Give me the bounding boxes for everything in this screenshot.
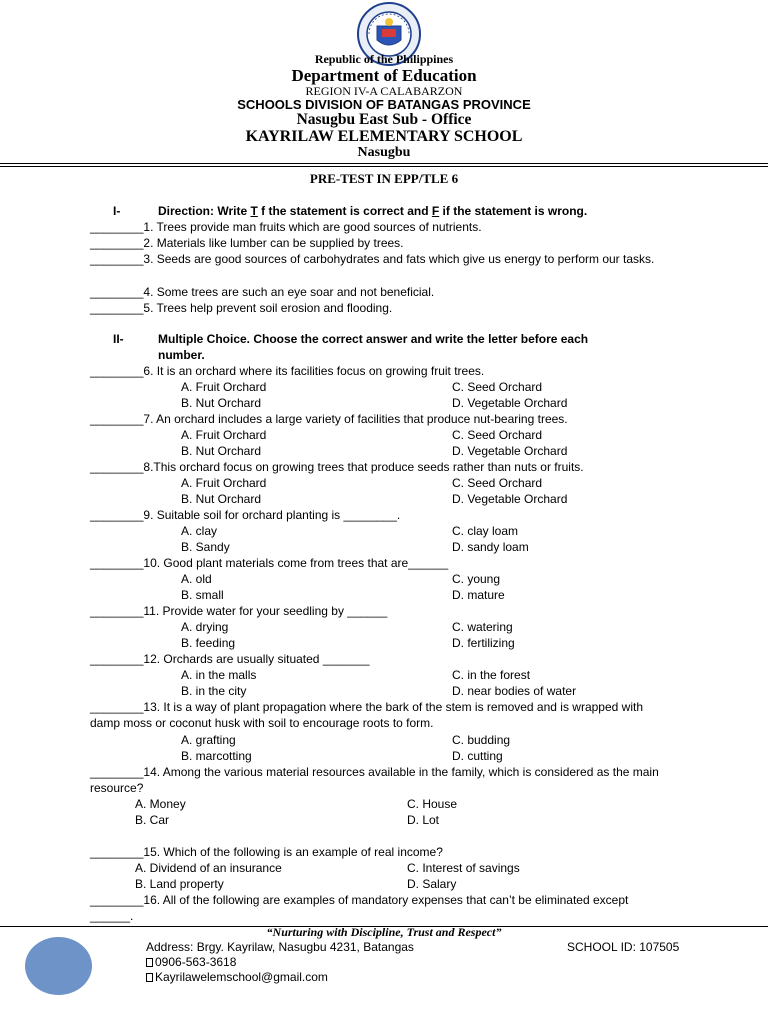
question-1: ________1. Trees provide man fruits which are good sources of nutrients. (90, 220, 482, 234)
choice-a: A. Fruit Orchard (181, 428, 267, 442)
choice-c: C. Seed Orchard (452, 476, 543, 490)
school-name: KAYRILAW ELEMENTARY SCHOOL (245, 128, 523, 145)
choice-a: A. clay (181, 524, 218, 538)
choice-c: C. Seed Orchard (452, 428, 543, 442)
choice-d: D. Vegetable Orchard (452, 444, 568, 458)
region-line: REGION IV-A CALABARZON (305, 84, 463, 98)
part1-direction-text: Direction: Write (158, 204, 251, 218)
phone-icon (146, 958, 153, 967)
question-8: ________8.This orchard focus on growing trees that produce seeds rather than nuts or fruits. (90, 460, 584, 474)
header-divider-thin (0, 166, 768, 167)
false-marker: F (431, 204, 440, 218)
question-6: ________6. It is an orchard where its facilities focus on growing fruit trees. (90, 364, 485, 378)
part1-direction (158, 203, 587, 219)
part1-number: I- (113, 204, 121, 218)
choice-b: B. in the city (181, 684, 247, 698)
choice-d: D. Salary (407, 877, 457, 891)
choice-d: D. Vegetable Orchard (452, 492, 568, 506)
choice-d: D. Vegetable Orchard (452, 396, 568, 410)
choice-c: C. young (452, 572, 501, 586)
choice-d: D. cutting (452, 749, 503, 763)
choice-b: B. Nut Orchard (181, 396, 262, 410)
choice-a: A. drying (181, 620, 229, 634)
header-divider (0, 163, 768, 164)
choice-a: A. Fruit Orchard (181, 476, 267, 490)
part1-direction-text: f the statement is correct and (257, 204, 432, 218)
choice-c: C. watering (452, 620, 513, 634)
choice-c: C. Interest of savings (407, 861, 520, 875)
choice-c: C. budding (452, 733, 511, 747)
school-motto: “Nurturing with Discipline, Trust and Respect” (266, 925, 502, 939)
question-4: ________4. Some trees are such an eye soar and not beneficial. (90, 285, 435, 299)
choice-a: A. grafting (181, 733, 236, 747)
choice-b: B. small (181, 588, 224, 602)
choice-b: B. Nut Orchard (181, 492, 262, 506)
part2-direction-line1: Multiple Choice. Choose the correct answer and write the letter before each (158, 332, 589, 346)
choice-a: A. Fruit Orchard (181, 380, 267, 394)
question-9: ________9. Suitable soil for orchard planting is ________. (90, 508, 401, 522)
choice-d: D. mature (452, 588, 505, 602)
choice-d: D. near bodies of water (452, 684, 577, 698)
school-id: SCHOOL ID: 107505 (567, 940, 680, 954)
test-title: PRE-TEST IN EPP/TLE 6 (309, 171, 459, 186)
part2-number: II- (113, 332, 124, 346)
choice-b: B. marcotting (181, 749, 252, 763)
choice-b: B. Nut Orchard (181, 444, 262, 458)
question-14: ________14. Among the various material resources available in the family, which is considered as the main resource? (90, 765, 659, 795)
part2-direction-line2: number. (158, 348, 205, 362)
choice-a: A. old (181, 572, 212, 586)
choice-b: B. Sandy (181, 540, 230, 554)
question-2: ________2. Materials like lumber can be supplied by trees. (90, 236, 404, 250)
part1-direction-text: if the statement is wrong. (439, 204, 588, 218)
question-11: ________11. Provide water for your seedling by ______ (90, 604, 388, 618)
question-12: ________12. Orchards are usually situated _______ (90, 652, 370, 666)
school-phone (146, 955, 236, 969)
choice-d: D. sandy loam (452, 540, 529, 554)
email-icon (146, 973, 153, 982)
school-email (146, 970, 328, 984)
true-marker: T (250, 204, 258, 218)
email-address: Kayrilawelemschool@gmail.com (155, 970, 328, 984)
choice-b: B. feeding (181, 636, 236, 650)
choice-d: D. Lot (407, 813, 440, 827)
question-3: ________3. Seeds are good sources of carbohydrates and fats which give us energy to perform our tasks. (90, 252, 655, 266)
question-15: ________15. Which of the following is an example of real income? (90, 845, 443, 859)
choice-c: C. Seed Orchard (452, 380, 543, 394)
choice-b: B. Land property (135, 877, 224, 891)
division-line: SCHOOLS DIVISION OF BATANGAS PROVINCE (237, 97, 531, 112)
choice-c: C. in the forest (452, 668, 531, 682)
phone-number: 0906-563-3618 (155, 955, 237, 969)
footer-logo-circle (25, 937, 92, 995)
question-10: ________10. Good plant materials come from trees that are______ (90, 556, 449, 570)
choice-d: D. fertilizing (452, 636, 515, 650)
suboffice-line: Nasugbu East Sub - Office (296, 111, 472, 128)
choice-a: A. Money (135, 797, 186, 811)
choice-a: A. Dividend of an insurance (135, 861, 282, 875)
choice-c: C. House (407, 797, 458, 811)
question-13: ________13. It is a way of plant propagation where the bark of the stem is removed and is wrapped with damp moss or coconut husk with soil to encourage roots to form. (90, 700, 643, 730)
republic-line: Republic of the Philippines (314, 52, 454, 66)
choice-c: C. clay loam (452, 524, 519, 538)
town-line: Nasugbu (357, 145, 411, 160)
school-address: Address: Brgy. Kayrilaw, Nasugbu 4231, Batangas (146, 940, 414, 954)
choice-b: B. Car (135, 813, 170, 827)
question-7: ________7. An orchard includes a large variety of facilities that produce nut-bearing trees. (90, 412, 568, 426)
department-line: Department of Education (291, 66, 477, 85)
question-5: ________5. Trees help prevent soil erosion and flooding. (90, 301, 393, 315)
choice-a: A. in the malls (181, 668, 257, 682)
question-16: ________16. All of the following are examples of mandatory expenses that can’t be eliminated except ______. (90, 893, 629, 923)
